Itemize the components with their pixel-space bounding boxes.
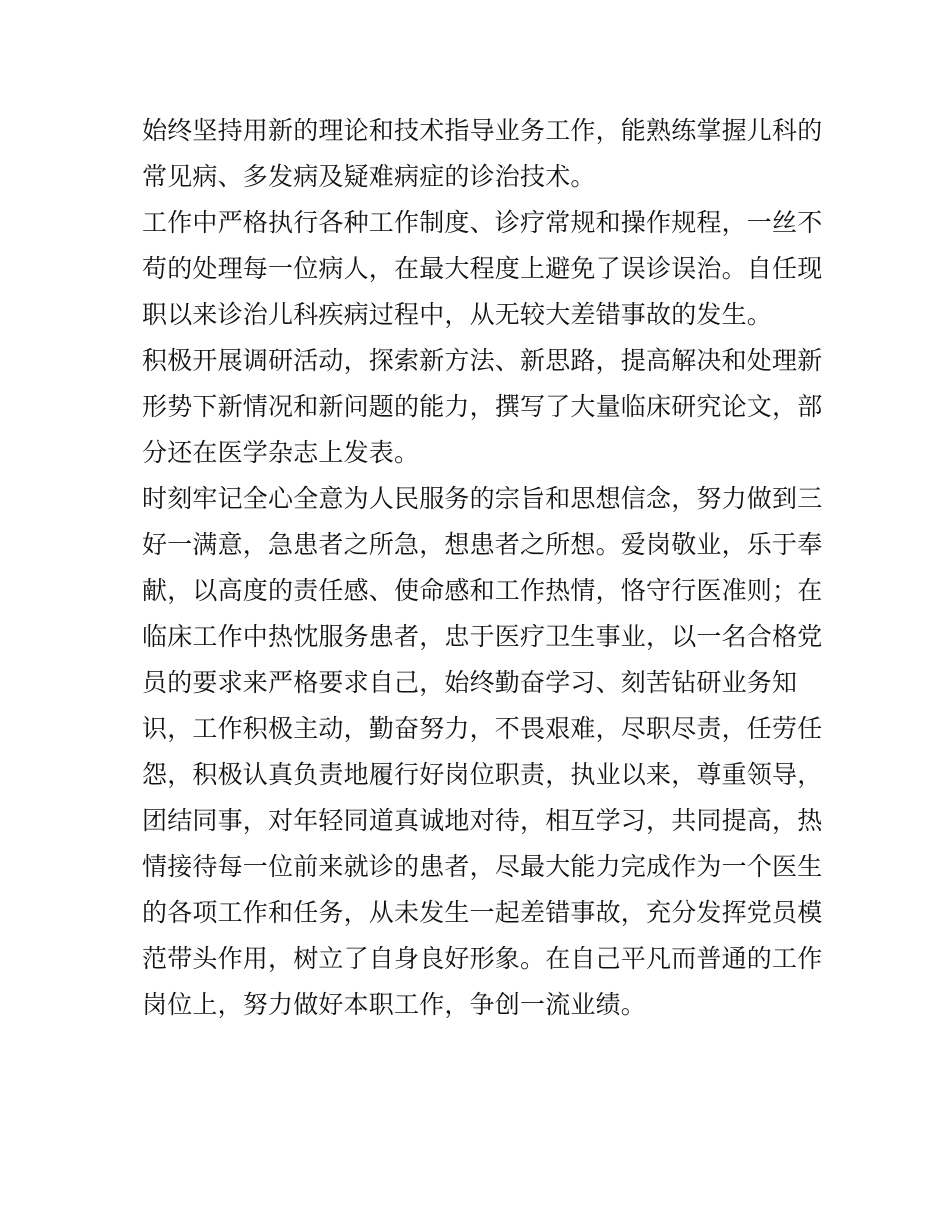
text-line: 积极开展调研活动，探索新方法、新思路，提高解决和处理新: [142, 346, 823, 375]
text-line: 情接待每一位前来就诊的患者，尽最大能力完成作为一个医生: [142, 852, 823, 881]
text-line: 常见病、多发病及疑难病症的诊治技术。: [142, 162, 596, 191]
text-line: 岗位上，努力做好本职工作，争创一流业绩。: [142, 990, 647, 1019]
text-line: 识，工作积极主动，勤奋努力，不畏艰难，尽职尽责，任劳任: [142, 714, 823, 743]
text-line: 献，以高度的责任感、使命感和工作热情，恪守行医准则；在: [142, 576, 823, 605]
text-line: 团结同事，对年轻同道真诚地对待，相互学习，共同提高，热: [142, 806, 823, 835]
text-line: 始终坚持用新的理论和技术指导业务工作，能熟练掌握儿科的: [142, 116, 823, 145]
text-line: 好一满意，急患者之所急，想患者之所想。爱岗敬业，乐于奉: [142, 530, 823, 559]
text-line: 苟的处理每一位病人，在最大程度上避免了误诊误治。自任现: [142, 254, 823, 283]
document-body: [142, 108, 822, 1028]
text-line: 范带头作用，树立了自身良好形象。在自己平凡而普通的工作: [142, 944, 823, 973]
text-line: 分还在医学杂志上发表。: [142, 438, 420, 467]
text-line: 临床工作中热忱服务患者，忠于医疗卫生事业，以一名合格党: [142, 622, 823, 651]
text-line: 职以来诊治儿科疾病过程中，从无较大差错事故的发生。: [142, 300, 773, 329]
text-line: 时刻牢记全心全意为人民服务的宗旨和思想信念，努力做到三: [142, 484, 823, 513]
text-line: 怨，积极认真负责地履行好岗位职责，执业以来，尊重领导，: [142, 760, 823, 789]
text-line: 形势下新情况和新问题的能力，撰写了大量临床研究论文，部: [142, 392, 823, 421]
text-line: 员的要求来严格要求自己，始终勤奋学习、刻苦钻研业务知: [142, 668, 798, 697]
text-line: 工作中严格执行各种工作制度、诊疗常规和操作规程，一丝不: [142, 208, 823, 237]
text-line: 的各项工作和任务，从未发生一起差错事故，充分发挥党员模: [142, 898, 823, 927]
